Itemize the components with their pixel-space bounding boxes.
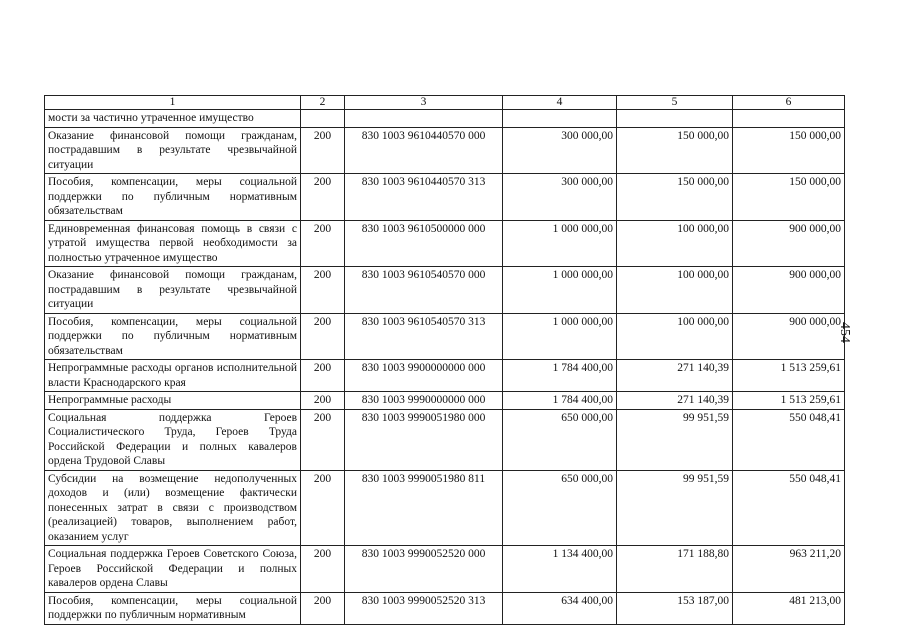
row-col6-cell xyxy=(733,110,845,128)
row-col5-cell: 100 000,00 xyxy=(617,313,733,360)
row-col6-cell: 481 213,00 xyxy=(733,592,845,624)
row-col2-cell: 200 xyxy=(301,220,345,267)
row-col6-cell: 900 000,00 xyxy=(733,267,845,314)
row-col4-cell: 1 000 000,00 xyxy=(503,220,617,267)
row-col2-cell: 200 xyxy=(301,174,345,221)
row-name-cell: Субсидии на возмещение недополученных доходов и (или) возмещение фактически понесенных затрат в связи с производством (реализацией) товаров, выполнением работ, оказанием услуг xyxy=(45,470,301,546)
row-code-cell: 830 1003 9610540570 000 xyxy=(345,267,503,314)
row-col6-cell: 550 048,41 xyxy=(733,409,845,470)
row-code-cell: 830 1003 9990000000 000 xyxy=(345,392,503,410)
header-col-1: 1 xyxy=(45,96,301,110)
row-name-cell: мости за частично утраченное имущество xyxy=(45,110,301,128)
row-col4-cell: 650 000,00 xyxy=(503,409,617,470)
table-body xyxy=(45,110,845,625)
header-row xyxy=(45,96,845,110)
row-col2-cell: 200 xyxy=(301,127,345,174)
row-col2-cell: 200 xyxy=(301,360,345,392)
row-name-cell: Непрограммные расходы xyxy=(45,392,301,410)
table-row xyxy=(45,470,845,546)
row-col2-cell: 200 xyxy=(301,470,345,546)
row-col6-cell: 900 000,00 xyxy=(733,313,845,360)
row-col6-cell: 963 211,20 xyxy=(733,546,845,593)
row-name-cell: Единовременная финансовая помощь в связи с утратой имущества первой необходимости за полностью утраченное имущество xyxy=(45,220,301,267)
row-col2-cell: 200 xyxy=(301,409,345,470)
row-col2-cell: 200 xyxy=(301,313,345,360)
row-code-cell: 830 1003 9610440570 000 xyxy=(345,127,503,174)
row-name-cell: Непрограммные расходы органов исполнительной власти Краснодарского края xyxy=(45,360,301,392)
row-col2-cell: 200 xyxy=(301,546,345,593)
row-col5-cell: 100 000,00 xyxy=(617,267,733,314)
table-row xyxy=(45,392,845,410)
table-row xyxy=(45,313,845,360)
table-row xyxy=(45,174,845,221)
row-col4-cell: 300 000,00 xyxy=(503,174,617,221)
row-col5-cell xyxy=(617,110,733,128)
row-col4-cell: 1 134 400,00 xyxy=(503,546,617,593)
row-col6-cell: 150 000,00 xyxy=(733,127,845,174)
row-col2-cell: 200 xyxy=(301,592,345,624)
row-col2-cell xyxy=(301,110,345,128)
row-col5-cell: 171 188,80 xyxy=(617,546,733,593)
table-row xyxy=(45,546,845,593)
header-col-3: 3 xyxy=(345,96,503,110)
row-col5-cell: 153 187,00 xyxy=(617,592,733,624)
row-col4-cell: 634 400,00 xyxy=(503,592,617,624)
header-col-6: 6 xyxy=(733,96,845,110)
row-name-cell: Социальная поддержка Героев Советского Союза, Героев Российской Федерации и полных кавалеров ордена Славы xyxy=(45,546,301,593)
page-number: 454 xyxy=(837,322,852,343)
row-col4-cell xyxy=(503,110,617,128)
row-col5-cell: 99 951,59 xyxy=(617,409,733,470)
row-col6-cell: 1 513 259,61 xyxy=(733,392,845,410)
row-code-cell: 830 1003 9990051980 811 xyxy=(345,470,503,546)
row-code-cell: 830 1003 9990052520 313 xyxy=(345,592,503,624)
table-row xyxy=(45,220,845,267)
row-col6-cell: 900 000,00 xyxy=(733,220,845,267)
row-col4-cell: 650 000,00 xyxy=(503,470,617,546)
table-row xyxy=(45,267,845,314)
row-col4-cell: 1 000 000,00 xyxy=(503,267,617,314)
row-col4-cell: 1 784 400,00 xyxy=(503,360,617,392)
row-code-cell xyxy=(345,110,503,128)
table-row xyxy=(45,110,845,128)
header-col-2: 2 xyxy=(301,96,345,110)
table-row xyxy=(45,360,845,392)
row-col4-cell: 300 000,00 xyxy=(503,127,617,174)
row-name-cell: Пособия, компенсации, меры социальной поддержки по публичным нормативным обязательствам xyxy=(45,313,301,360)
table-row xyxy=(45,409,845,470)
header-col-5: 5 xyxy=(617,96,733,110)
row-col4-cell: 1 000 000,00 xyxy=(503,313,617,360)
row-name-cell: Оказание финансовой помощи гражданам, пострадавшим в результате чрезвычайной ситуации xyxy=(45,127,301,174)
row-code-cell: 830 1003 9610440570 313 xyxy=(345,174,503,221)
row-code-cell: 830 1003 9900000000 000 xyxy=(345,360,503,392)
row-col5-cell: 150 000,00 xyxy=(617,127,733,174)
row-code-cell: 830 1003 9990052520 000 xyxy=(345,546,503,593)
row-name-cell: Оказание финансовой помощи гражданам, пострадавшим в результате чрезвычайной ситуации xyxy=(45,267,301,314)
row-col6-cell: 1 513 259,61 xyxy=(733,360,845,392)
row-col2-cell: 200 xyxy=(301,267,345,314)
table-row xyxy=(45,127,845,174)
row-code-cell: 830 1003 9990051980 000 xyxy=(345,409,503,470)
row-col6-cell: 550 048,41 xyxy=(733,470,845,546)
row-col5-cell: 100 000,00 xyxy=(617,220,733,267)
row-col5-cell: 99 951,59 xyxy=(617,470,733,546)
row-col5-cell: 150 000,00 xyxy=(617,174,733,221)
row-col6-cell: 150 000,00 xyxy=(733,174,845,221)
row-name-cell: Пособия, компенсации, меры социальной поддержки по публичным нормативным обязательствам xyxy=(45,174,301,221)
row-col4-cell: 1 784 400,00 xyxy=(503,392,617,410)
row-code-cell: 830 1003 9610540570 313 xyxy=(345,313,503,360)
row-col2-cell: 200 xyxy=(301,392,345,410)
table-row xyxy=(45,592,845,624)
row-col5-cell: 271 140,39 xyxy=(617,392,733,410)
row-col5-cell: 271 140,39 xyxy=(617,360,733,392)
row-name-cell: Пособия, компенсации, меры социальной поддержки по публичным нормативным xyxy=(45,592,301,624)
row-code-cell: 830 1003 9610500000 000 xyxy=(345,220,503,267)
row-name-cell: Социальная поддержка Героев Социалистического Труда, Героев Труда Российской Федерации и полных кавалеров ордена Трудовой Славы xyxy=(45,409,301,470)
header-col-4: 4 xyxy=(503,96,617,110)
budget-table xyxy=(44,95,845,625)
